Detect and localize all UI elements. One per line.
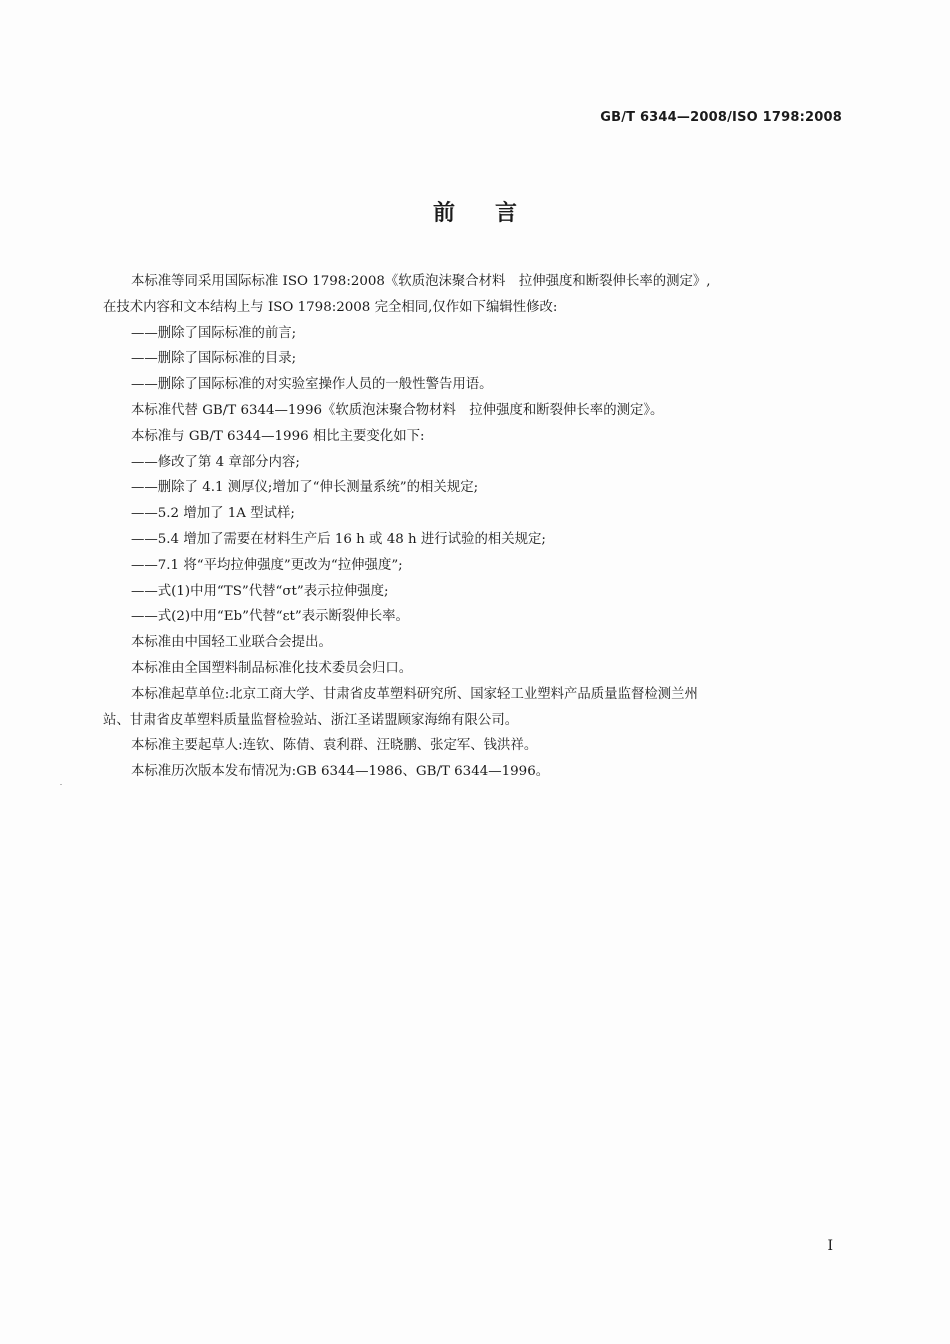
- foreword-body: [103, 269, 848, 785]
- list-item: ——式(2)中用“Eb”代替“εt”表示断裂伸长率。: [131, 609, 409, 625]
- paragraph-line: 本标准历次版本发布情况为:GB 6344—1986、GB/T 6344—1996。: [131, 764, 550, 780]
- list-item: ——式(1)中用“TS”代替“σt”表示拉伸强度;: [131, 583, 389, 599]
- standard-code-header: GB/T 6344—2008/ISO 1798:2008: [600, 110, 842, 125]
- paragraph-line: 本标准代替 GB/T 6344—1996《软质泡沫聚合物材料 拉伸强度和断裂伸长率的测定》。: [131, 402, 664, 418]
- list-item: ——5.2 增加了 1A 型试样;: [131, 506, 295, 522]
- paragraph-line: 本标准由中国轻工业联合会提出。: [131, 635, 332, 651]
- page-title: 前言: [432, 201, 557, 226]
- paragraph-line: 本标准与 GB/T 6344—1996 相比主要变化如下:: [131, 428, 425, 444]
- list-item: ——删除了国际标准的对实验室操作人员的一般性警告用语。: [131, 377, 493, 393]
- paragraph-line: 本标准起草单位:北京工商大学、甘肃省皮革塑料研究所、国家轻工业塑料产品质量监督检测兰州: [131, 686, 698, 702]
- paragraph-line: 站、甘肃省皮革塑料质量监督检验站、浙江圣诺盟顾家海绵有限公司。: [103, 712, 519, 728]
- page-number: I: [827, 1238, 833, 1254]
- list-item: ——删除了国际标准的前言;: [131, 325, 297, 341]
- list-item: ——5.4 增加了需要在材料生产后 16 h 或 48 h 进行试验的相关规定;: [131, 531, 546, 547]
- paragraph-line: 在技术内容和文本结构上与 ISO 1798:2008 完全相同,仅作如下编辑性修改:: [103, 299, 558, 315]
- list-item: ——删除了 4.1 测厚仪;增加了“伸长测量系统”的相关规定;: [131, 480, 479, 496]
- list-item: ——修改了第 4 章部分内容;: [131, 454, 300, 470]
- paragraph-line: 本标准主要起草人:连钦、陈倩、袁利群、汪晓鹏、张定军、钱洪祥。: [131, 738, 538, 754]
- paragraph-line: 本标准等同采用国际标准 ISO 1798:2008《软质泡沫聚合材料 拉伸强度和断裂伸长率的测定》,: [131, 274, 711, 289]
- paragraph-line: 本标准由全国塑料制品标准化技术委员会归口。: [131, 660, 413, 676]
- list-item: ——7.1 将“平均拉伸强度”更改为“拉伸强度”;: [131, 557, 403, 573]
- list-item: ——删除了国际标准的目录;: [131, 351, 297, 367]
- scan-speck: [60, 784, 62, 785]
